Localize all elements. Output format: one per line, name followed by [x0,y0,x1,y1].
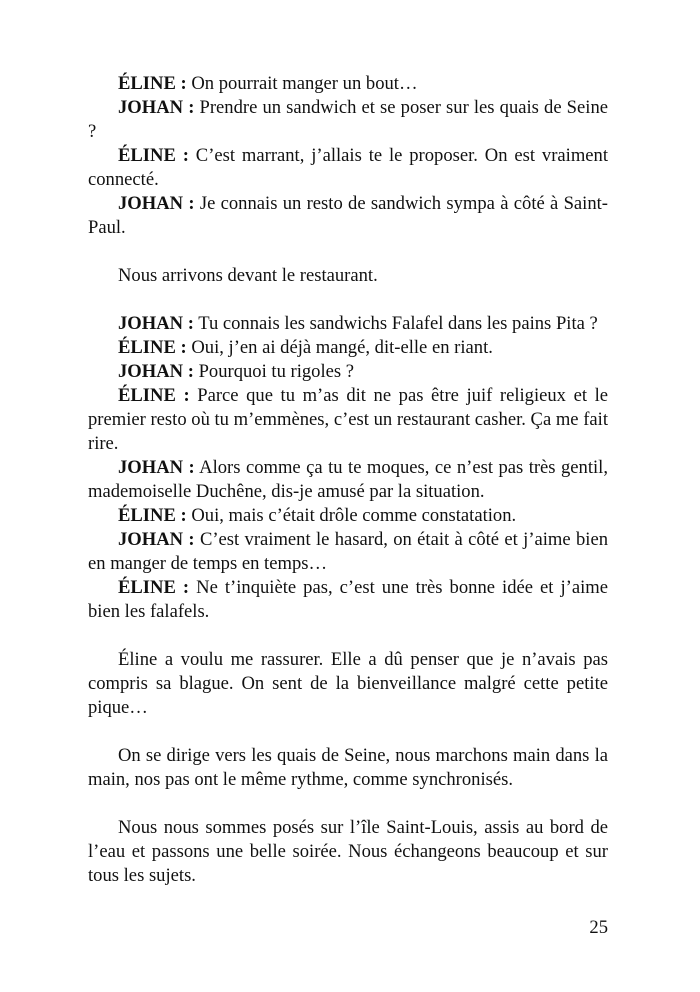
dialogue-line [88,312,608,336]
paragraph-text: On pourrait manger un bout… [186,73,418,94]
dialogue-line [88,192,608,240]
paragraph-text: Oui, j’en ai déjà mangé, dit-elle en riant. [186,337,493,358]
paragraph-text: Je connais un resto de sandwich sympa à côté à Saint-Paul. [88,193,608,238]
speaker-name: ÉLINE : [118,337,187,358]
speaker-name: ÉLINE : [118,145,189,166]
paragraph-text: Éline a voulu me rassurer. Elle a dû penser que je n’avais pas compris sa blague. On sent de la bienveillance malgré cette petite pique… [88,649,608,718]
dialogue-line [88,504,608,528]
paragraph-text: Prendre un sandwich et se poser sur les quais de Seine ? [88,97,608,142]
page-number: 25 [589,917,608,938]
narration-paragraph [88,264,608,288]
paragraph-text: Pourquoi tu rigoles ? [193,361,355,382]
dialogue-line [88,336,608,360]
dialogue-line [88,528,608,576]
speaker-name: JOHAN : [118,529,195,550]
paragraph-text: Nous nous sommes posés sur l’île Saint-Louis, assis au bord de l’eau et passons une belle soirée. Nous échangeons beaucoup et sur tous les sujets. [88,817,608,886]
paragraph-text: Ne t’inquiète pas, c’est une très bonne idée et j’aime bien les falafels. [88,577,608,622]
page-body-text [88,72,608,888]
paragraph-text: Nous arrivons devant le restaurant. [118,265,378,286]
dialogue-line [88,96,608,144]
speaker-name: JOHAN : [118,361,194,382]
paragraph-text: Parce que tu m’as dit ne pas être juif religieux et le premier resto où tu m’emmènes, c’est un restaurant casher. Ça me fait rire. [88,385,608,454]
dialogue-line [88,360,608,384]
dialogue-line [88,576,608,624]
dialogue-line [88,72,608,96]
speaker-name: ÉLINE : [118,73,187,94]
speaker-name: JOHAN : [118,193,195,214]
paragraph-gap [88,624,608,648]
narration-paragraph [88,816,608,888]
paragraph-gap [88,792,608,816]
speaker-name: ÉLINE : [118,385,190,406]
paragraph-text: On se dirige vers les quais de Seine, nous marchons main dans la main, nos pas ont le même rythme, comme synchronisés. [88,745,608,790]
paragraph-gap [88,288,608,312]
dialogue-line [88,384,608,456]
speaker-name: ÉLINE : [118,577,190,598]
paragraph-gap [88,240,608,264]
dialogue-line [88,144,608,192]
narration-paragraph [88,744,608,792]
speaker-name: JOHAN : [118,313,194,334]
speaker-name: JOHAN : [118,457,195,478]
paragraph-text: C’est vraiment le hasard, on était à côté et j’aime bien en manger de temps en temps… [88,529,608,574]
dialogue-line [88,456,608,504]
narration-paragraph [88,648,608,720]
paragraph-gap [88,720,608,744]
paragraph-text: Tu connais les sandwichs Falafel dans les pains Pita ? [193,313,598,334]
paragraph-text: Alors comme ça tu te moques, ce n’est pas très gentil, mademoiselle Duchêne, dis-je amusé par la situation. [88,457,608,502]
speaker-name: JOHAN : [118,97,195,118]
paragraph-text: Oui, mais c’était drôle comme constatation. [186,505,517,526]
speaker-name: ÉLINE : [118,505,187,526]
paragraph-text: C’est marrant, j’allais te le proposer. On est vraiment connecté. [88,145,608,190]
